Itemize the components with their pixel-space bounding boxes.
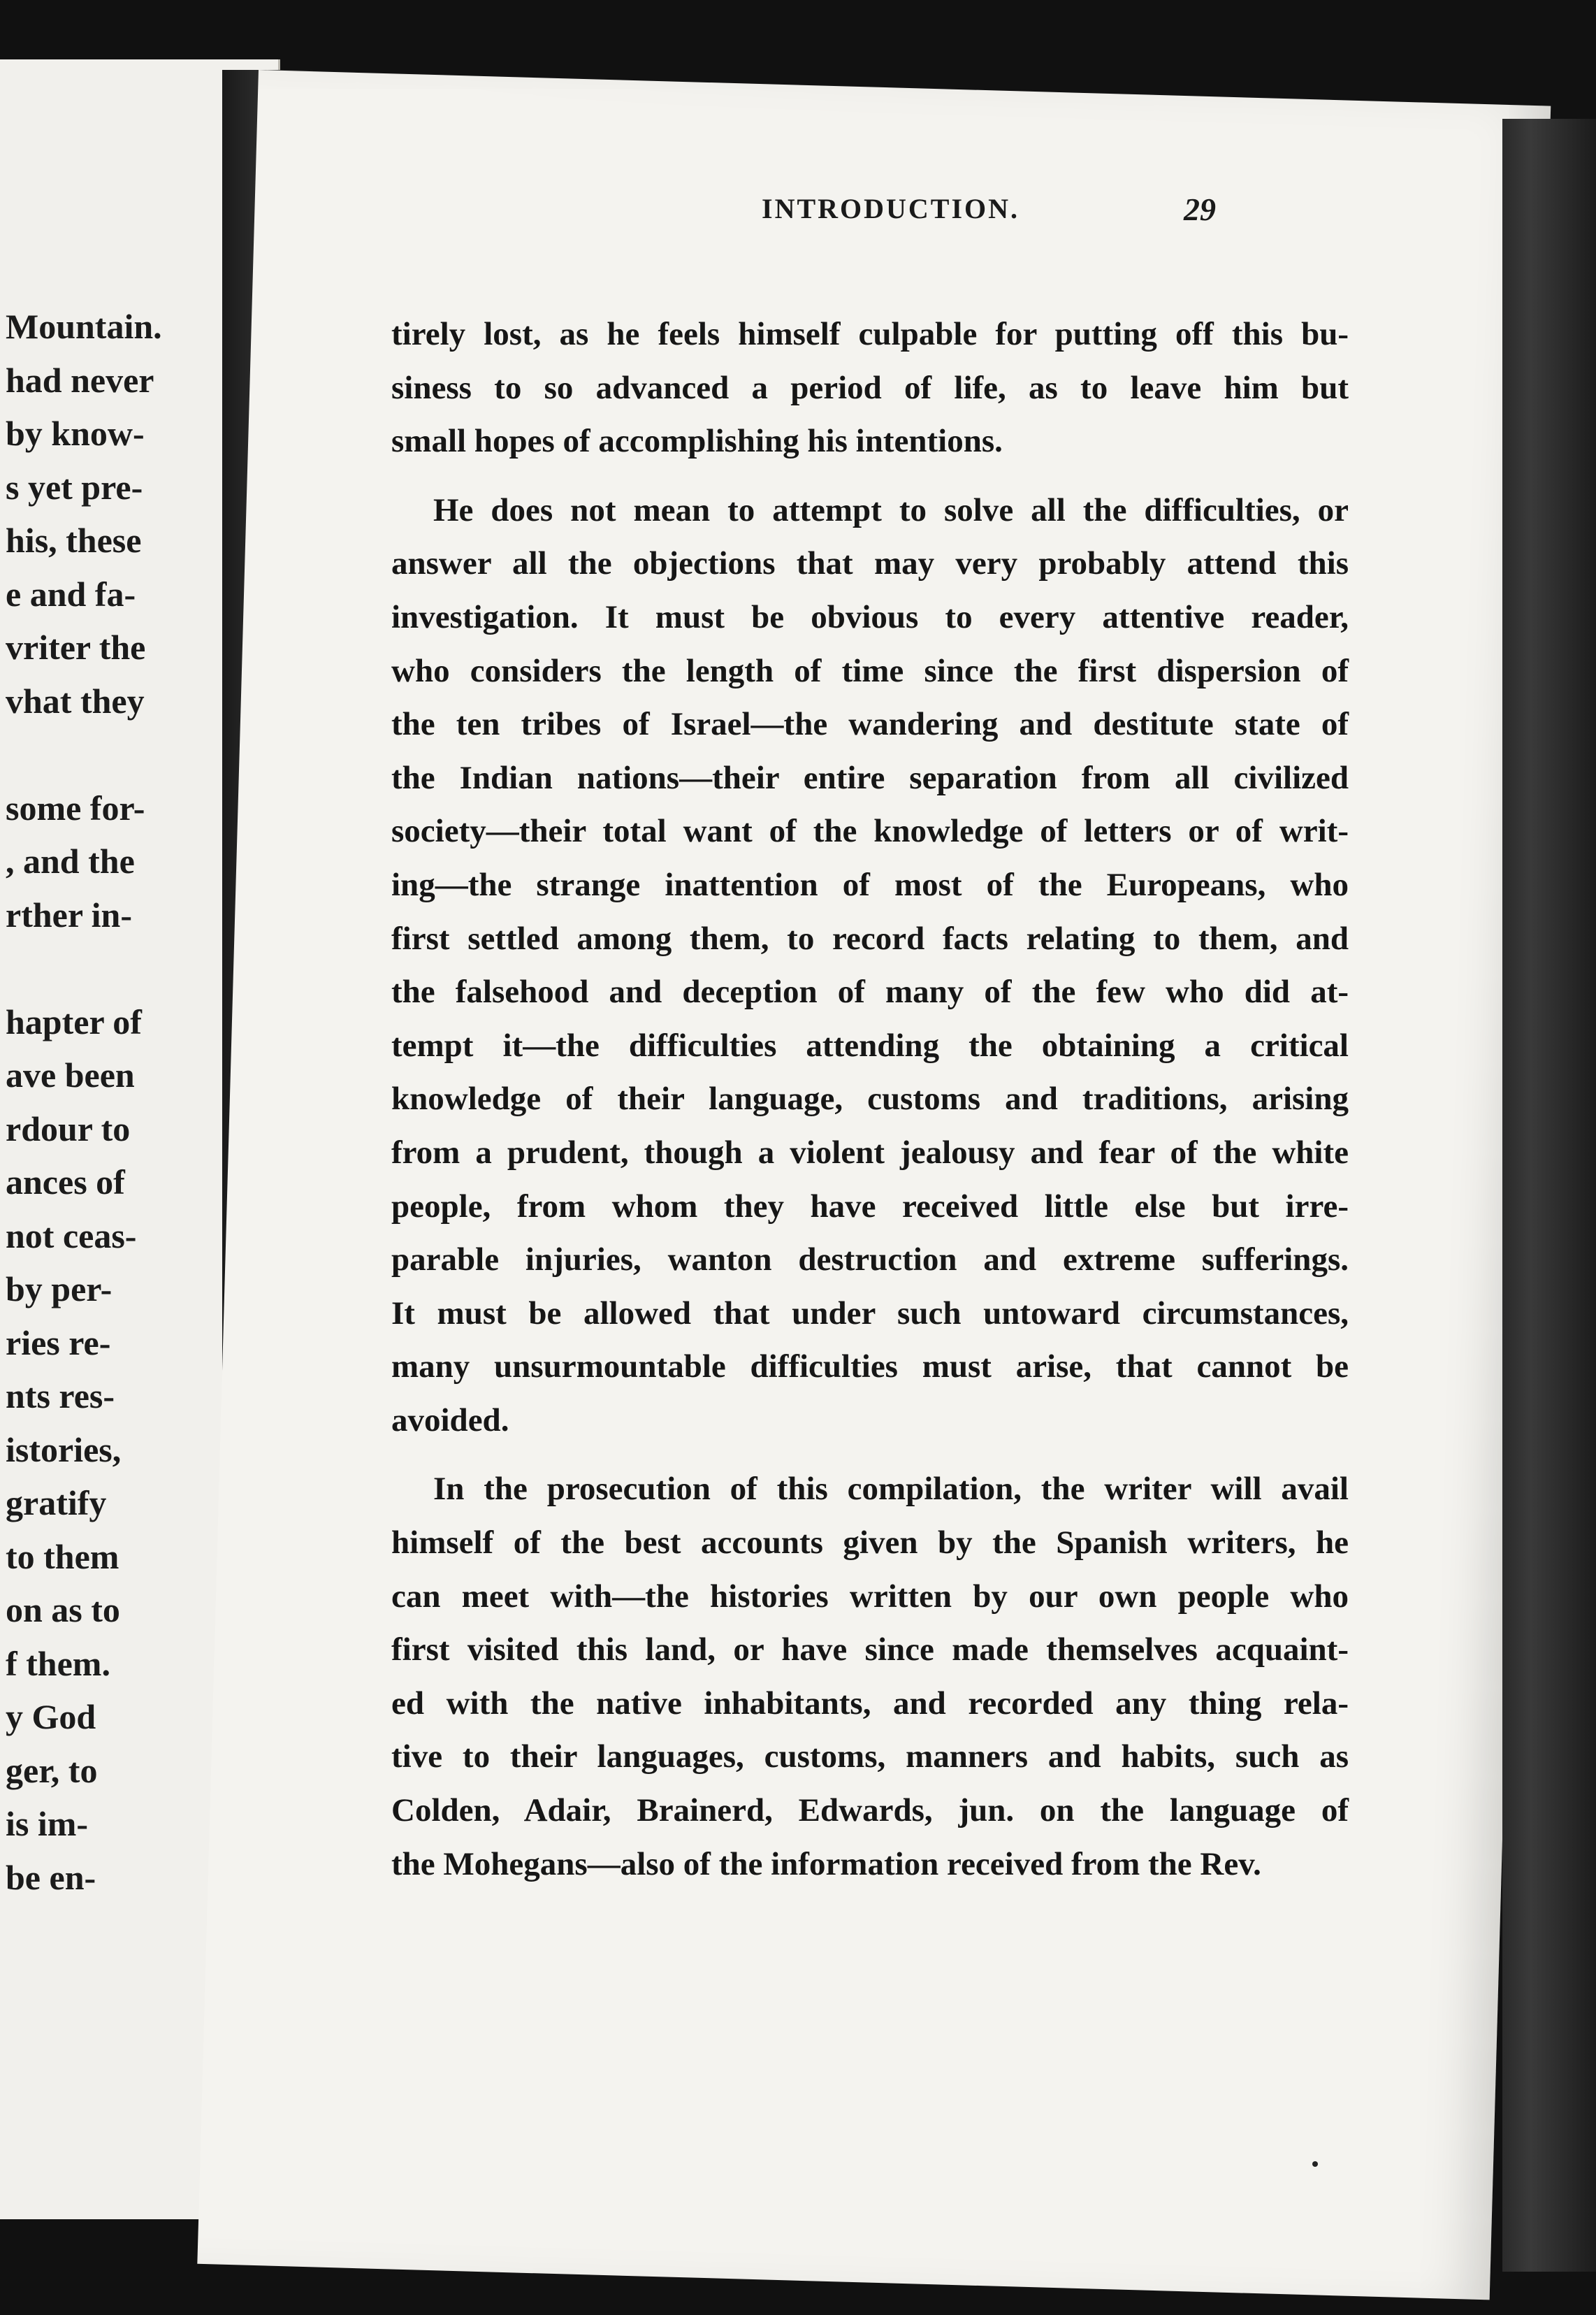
ink-speck xyxy=(1312,2161,1318,2167)
text-line: the falsehood and deception of many of the few who did at- xyxy=(391,974,1349,1011)
left-page-line: y God xyxy=(6,1697,96,1736)
text-line: In the prosecution of this compilation, the writer will avail xyxy=(433,1471,1349,1508)
text-line: can meet with—the histories written by our own people who xyxy=(391,1578,1349,1615)
left-page-line: istories, xyxy=(6,1429,122,1469)
text-line: the Mohegans—also of the information received from the Rev. xyxy=(391,1845,1261,1882)
text-line: people, from whom they have received little else but irre- xyxy=(391,1188,1349,1225)
paragraph-gap xyxy=(391,468,1349,484)
left-page-line: Mountain. xyxy=(6,307,162,346)
text-line: from a prudent, though a violent jealousy and fear of the white xyxy=(391,1134,1349,1171)
text-line: parable injuries, wanton destruction and extreme sufferings. xyxy=(391,1241,1349,1278)
paragraph-gap xyxy=(391,1447,1349,1462)
left-page-line: rdour to xyxy=(6,1109,131,1148)
left-page-line: rther in- xyxy=(6,895,132,935)
text-line: answer all the objections that may very probably attend this xyxy=(391,545,1349,582)
left-page-line: to them xyxy=(6,1536,119,1576)
left-page-line: vriter the xyxy=(6,628,146,667)
text-line: siness to so advanced a period of life, as to leave him but xyxy=(391,369,1349,406)
left-page-line: ries re- xyxy=(6,1322,111,1362)
left-page-line: hapter of xyxy=(6,1002,142,1041)
left-page-line: on as to xyxy=(6,1590,120,1629)
text-line: first visited this land, or have since made themselves acquaint- xyxy=(391,1631,1349,1668)
text-line: tive to their languages, customs, manners and habits, such as xyxy=(391,1738,1349,1775)
left-page-line: gratify xyxy=(6,1483,107,1522)
paragraph xyxy=(391,1462,1349,1891)
paragraph xyxy=(391,484,1349,1448)
text-line: tempt it—the difficulties attending the obtaining a critical xyxy=(391,1027,1349,1064)
text-line: small hopes of accomplishing his intentions. xyxy=(391,423,1003,460)
text-line: ing—the strange inattention of most of the Europeans, who xyxy=(391,866,1349,903)
left-page-line: by per- xyxy=(6,1269,113,1308)
left-page-line: had never xyxy=(6,360,154,400)
left-page-line: f them. xyxy=(6,1643,110,1683)
text-line: the ten tribes of Israel—the wandering and destitute state of xyxy=(391,706,1349,743)
text-line: avoided. xyxy=(391,1401,509,1438)
page-edge-shadow xyxy=(1502,119,1596,2272)
running-head xyxy=(475,192,1216,241)
left-page-line: not ceas- xyxy=(6,1216,137,1255)
text-line: society—their total want of the knowledge of letters or of writ- xyxy=(391,813,1349,850)
text-line: first settled among them, to record facts relating to them, and xyxy=(391,920,1349,957)
left-page-line: by know- xyxy=(6,414,145,453)
left-page-line: is im- xyxy=(6,1804,89,1843)
text-line: investigation. It must be obvious to every attentive reader, xyxy=(391,598,1349,635)
left-page-line: vhat they xyxy=(6,681,145,721)
left-page-line: ger, to xyxy=(6,1750,98,1790)
left-page-line: be en- xyxy=(6,1857,96,1897)
text-line: Colden, Adair, Brainerd, Edwards, jun. on the language of xyxy=(391,1792,1349,1829)
text-line: He does not mean to attempt to solve all the difficulties, or xyxy=(433,491,1349,528)
body-text xyxy=(391,308,1349,1891)
running-head-title: INTRODUCTION. xyxy=(762,193,1020,224)
text-line: It must be allowed that under such untoward circumstances, xyxy=(391,1294,1349,1332)
text-line: the Indian nations—their entire separation from all civilized xyxy=(391,759,1349,796)
text-line: tirely lost, as he feels himself culpable for putting off this bu- xyxy=(391,316,1349,352)
text-line: ed with the native inhabitants, and recorded any thing rela- xyxy=(391,1685,1349,1722)
text-line: himself of the best accounts given by the Spanish writers, he xyxy=(391,1524,1349,1562)
paragraph xyxy=(391,308,1349,468)
left-page-line: some for- xyxy=(6,788,145,828)
left-page-line: , and the xyxy=(6,842,135,881)
text-line: who considers the length of time since the first dispersion of xyxy=(391,652,1349,689)
page-number: 29 xyxy=(1184,192,1216,227)
left-page-line: his, these xyxy=(6,521,142,560)
left-page-line: ances of xyxy=(6,1162,125,1202)
left-page-line: nts res- xyxy=(6,1376,115,1415)
text-line: many unsurmountable difficulties must arise, that cannot be xyxy=(391,1348,1349,1385)
text-line: knowledge of their language, customs and traditions, arising xyxy=(391,1081,1349,1118)
left-page-line: e and fa- xyxy=(6,574,136,614)
left-page-line: s yet pre- xyxy=(6,467,143,507)
left-page-line: ave been xyxy=(6,1055,135,1095)
